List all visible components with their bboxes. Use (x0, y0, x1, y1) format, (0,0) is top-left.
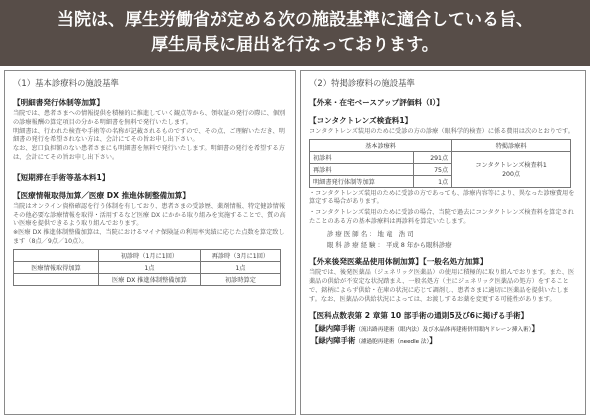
table-cell: 医療 DX 推進体制整備加算 (99, 273, 201, 285)
table-header: 初診時（1月に1回） (99, 249, 201, 261)
table-cell: 1点 (99, 261, 201, 273)
table-cell: 医療情報取得加算 (14, 261, 99, 273)
section-heading: 【医科点数表第 2 章第 10 部手術の通則5及び6に掲げる手術】 (309, 311, 529, 321)
notice-header (0, 0, 590, 66)
table-cell-line: コンタクトレンズ検査料1 (475, 162, 547, 170)
surgery-detail: （流出路再建術（眼内法）及び水晶体再建術併用眼内ドレーン挿入術） (355, 327, 532, 334)
section-heading: 【医療情報取得加算／医療 DX 推進体制整備加算】 (13, 190, 190, 200)
table-header: 特掲診療料 (452, 139, 571, 151)
surgery-close: 】 (429, 336, 437, 346)
dx-fee-table (13, 249, 281, 286)
section-heading: 【コンタクトレンズ検査料1】 (309, 116, 413, 125)
section-heading: 【外来後発医薬品使用体制加算】【一般名処方加算】 (309, 257, 488, 267)
paragraph: コンタクトレンズ装用のために受診の方の診療（眼科学的検査）に係る費用は次のとおりです。 (309, 128, 574, 135)
table-cell-line: 200点 (502, 171, 521, 179)
table-cell (452, 151, 571, 187)
paragraph: 当院はオンライン資格確認を行う体制を有しており、患者さまの受診歴、薬剤情報、特定健診情報その他必要な診療情報を取得・活用するなど医療 DX にかかる取り組みを実施することで、質の高い医療を提供できるよう取り組んでおります。 (13, 202, 286, 228)
section-heading: 【短期滞在手術等基本料1】 (13, 172, 110, 182)
note: ※医療 DX 推進体制整備加算は、当院におけるマイナ保険証の利用率実績に応じた点数を算定致します（8点／9点／10点）。 (13, 229, 285, 245)
table-cell (14, 273, 99, 285)
header-line-2: 厚生局長に届出を行なっております。 (151, 35, 439, 55)
contact-lens-fee-table (309, 139, 571, 188)
paragraph: 明細書は、行われた検査や手術等の名称が記載されるものですので、その点、ご理解いただき、明細書の発行を希望されない方は、会計にてその旨お申し出下さい。 (13, 127, 285, 144)
surgery-close: 】 (531, 324, 539, 334)
section-heading: 【外来・在宅ベースアップ評価料（Ⅰ）】 (309, 98, 444, 107)
table-cell: 291点 (414, 151, 452, 163)
table-header: 再診時（3月に1回） (200, 249, 280, 261)
bullet-note: ・コンタクトレンズ装用のために受診の方であっても、診療内容等により、異なった診療費用を算定する場合があります。 (309, 189, 575, 206)
paragraph: なお、窓口負担額のない患者さまにも明細書を無料で発行いたします。明細書の発行を希望する方は、会計にてその旨お申し出下さい。 (13, 145, 285, 161)
table-cell: 再診料 (310, 163, 414, 175)
surgery-detail: （濾過胞再建術（needle 法） (355, 339, 430, 346)
basic-fee-panel (4, 70, 296, 415)
panel-title: （2）特掲診療料の施設基準 (309, 78, 415, 88)
table-cell: 明細書発行体制等加算 (310, 175, 414, 187)
table-cell (14, 249, 99, 261)
table-cell: 初診料 (310, 151, 414, 163)
doctor-experience: 眼 科 診 療 経 験 ： 平成 8 年から眼科診療 (327, 241, 452, 250)
surgery-label: 【緑内障手術 (311, 324, 356, 334)
bullet-note: ・コンタクトレンズ装用のために受診の場合、当院で過去にコンタクトレンズ検査料を算定されたことのある方の基本診療料は再診料を算定いたします。 (309, 208, 574, 225)
table-cell: 1点 (414, 175, 452, 187)
paragraph: 当院では、患者さまへの情報提供を積極的に推進していく観点等から、領収証の発行の際に、個別の診療報酬の算定項目の分かる明細書を無料で発行いたします。 (13, 110, 286, 126)
surgery-label: 【緑内障手術 (311, 336, 356, 346)
doctor-name: 診 療 医 師 名 ： 地 竜 浩 司 (327, 230, 414, 239)
specific-fee-panel (300, 70, 586, 415)
table-cell: 75点 (414, 163, 452, 175)
surgery-item (311, 323, 577, 334)
surgery-item (311, 335, 577, 346)
header-line-1: 当院は、厚生労働省が定める次の施設基準に適合している旨、 (57, 10, 533, 30)
table-header: 基本診療料 (310, 139, 452, 151)
panel-title: （1）基本診療料の施設基準 (13, 78, 119, 88)
table-cell: 1点 (200, 261, 280, 273)
paragraph: 当院では、後発医薬品（ジェネリック医薬品）の使用に積極的に取り組んでおります。また、医薬品の供給が不安定な状況踏まえ、一般名処方（主にジェネリック医薬品の処方）をすることで、銘柄によらず供給・在庫の状況に応じて調剤し、患者さまに適切に医薬品を提供いたします。なお、医薬品の供給状況によっては、お渡しするお薬を変更する可能性があります。 (309, 269, 575, 303)
section-heading: 【明細書発行体制等加算】 (13, 98, 105, 107)
table-cell: 初診時算定 (200, 273, 280, 285)
